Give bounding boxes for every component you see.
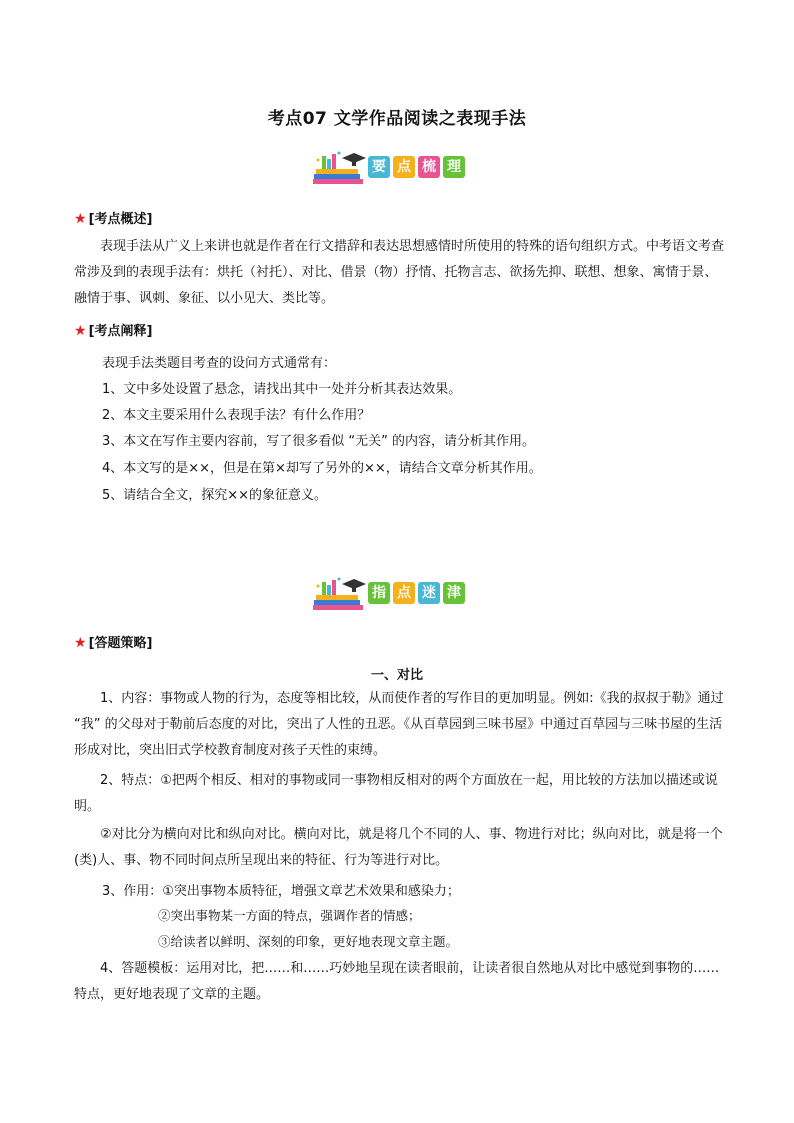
section-banner-key-points	[312, 150, 492, 186]
star-icon: ★	[74, 635, 87, 651]
banner-char: 理	[443, 156, 465, 178]
books-icon	[312, 576, 370, 612]
banner-char: 梳	[418, 156, 440, 178]
banner-char: 要	[368, 156, 390, 178]
overview-text: 表现手法从广义上来讲也就是作者在行文措辞和表达思想感情时所使用的特殊的语句组织方式。中考语文考查常涉及到的表现手法有：烘托（衬托）、对比、借景（物）抒情、托物言志、欲扬先抑、联想、想象、寓情于景、融情于事、讽刺、象征、以小见大、类比等。	[74, 239, 725, 306]
banner-char: 津	[443, 582, 465, 604]
question-item: 3、本文在写作主要内容前，写了很多看似 “无关” 的内容，请分析其作用。	[102, 434, 536, 449]
feature-paragraph-1: 2、特点：①把两个相反、相对的事物或同一事物相反相对的两个方面放在一起，用比较的方法加以描述或说明。	[74, 773, 718, 814]
effect-line-3: ③给读者以鲜明、深刻的印象，更好地表现文章主题。	[158, 934, 459, 949]
template-paragraph: 4、答题模板：运用对比，把……和……巧妙地呈现在读者眼前，让读者很自然地从对比中感觉到事物的……特点，更好地表现了文章的主题。	[74, 961, 720, 1002]
strategy-heading: ★ [答题策略]	[74, 635, 153, 651]
explain-intro: 表现手法类题目考查的设问方式通常有：	[102, 356, 337, 371]
content-paragraph: 1、内容：事物或人物的行为，态度等相比较，从而使作者的写作目的更加明显。例如:《我的叔叔于勒》通过 “我” 的父母对于勒前后态度的对比，突出了人性的丑恶。《从百草园到三味书屋》中通过百草园与三味书屋的生活形成对比，突出旧式学校教育制度对孩子天性的束缚。	[74, 691, 724, 758]
banner-char: 迷	[418, 582, 440, 604]
star-icon: ★	[74, 211, 87, 227]
effect-line-2: ②突出事物某一方面的特点，强调作者的情感；	[158, 908, 421, 923]
question-item: 5、请结合全文，探究××的象征意义。	[102, 488, 328, 503]
question-item: 4、本文写的是××，但是在第×却写了另外的××，请结合文章分析其作用。	[102, 461, 542, 476]
effect-line-1: 3、作用：①突出事物本质特征，增强文章艺术效果和感染力；	[102, 884, 460, 899]
subheading-contrast: 一、对比	[370, 668, 423, 683]
star-icon: ★	[74, 323, 87, 339]
overview-heading: ★ [考点概述]	[74, 211, 153, 227]
feature-paragraph-2: ②对比分为横向对比和纵向对比。横向对比，就是将几个不同的人、事、物进行对比；纵向对比，就是将一个(类)人、事、物不同时间点所呈现出来的特征、行为等进行对比。	[74, 827, 723, 868]
banner-char: 点	[393, 156, 415, 178]
question-item: 1、文中多处设置了悬念，请找出其中一处并分析其表达效果。	[102, 382, 462, 397]
explain-heading: ★ [考点阐释]	[74, 323, 153, 339]
question-item: 2、本文主要采用什么表现手法？有什么作用？	[102, 408, 371, 423]
section-banner-guidance	[312, 576, 492, 612]
banner-char: 点	[393, 582, 415, 604]
page-title: 考点07 文学作品阅读之表现手法	[267, 109, 527, 129]
banner-char: 指	[368, 582, 390, 604]
books-icon	[312, 150, 370, 186]
